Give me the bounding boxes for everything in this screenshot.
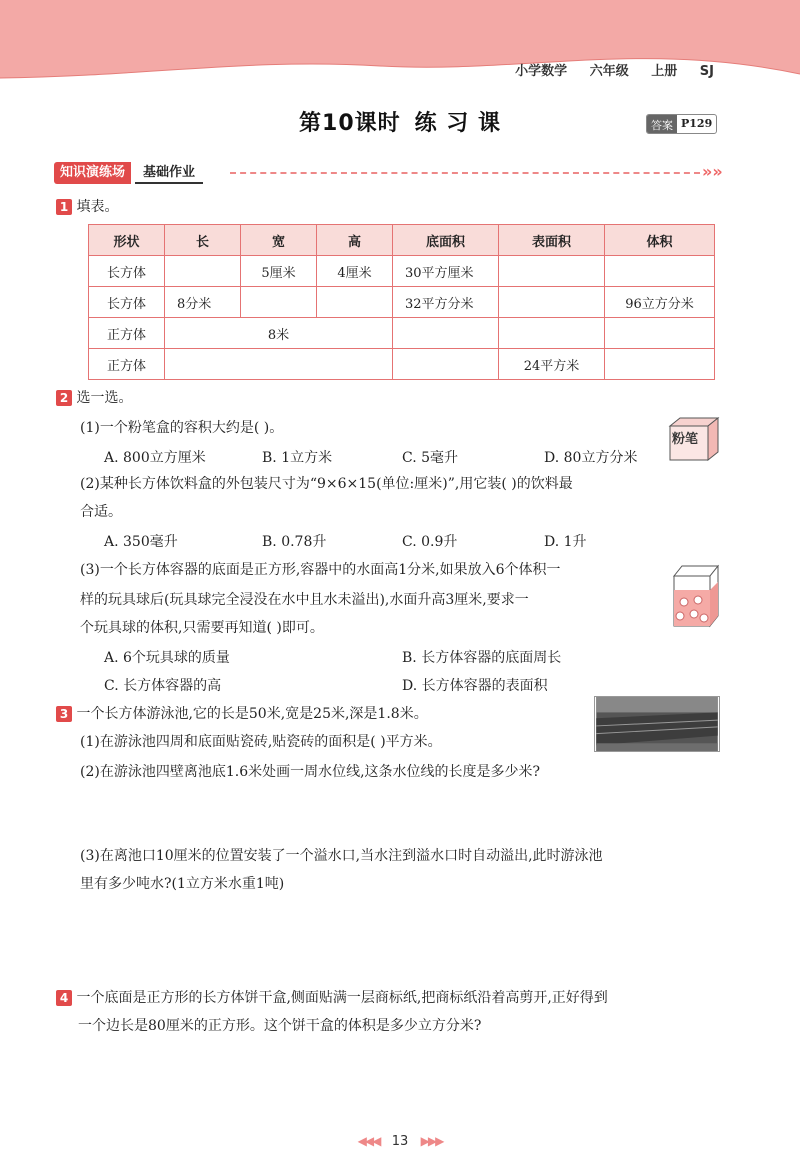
q2-part2-line1: (2)某种长方体饮料盒的外包装尺寸为“9×6×15(单位:厘米)”,用它装( )的饮料最	[80, 476, 573, 492]
table-cell: 96立方分米	[605, 287, 715, 318]
water-container-illustration	[668, 556, 722, 630]
table-cell[interactable]	[393, 349, 499, 380]
table-header: 底面积	[393, 225, 499, 256]
q2-p3-option-a[interactable]: A. 6个玩具球的质量	[104, 650, 230, 666]
q2-stem: 选一选。	[76, 390, 133, 406]
q2-part3-line2: 样的玩具球后(玩具球完全浸没在水中且水未溢出),水面升高3厘米,要求一	[80, 592, 529, 608]
answer-page: P129	[681, 117, 713, 130]
page-number: 13	[391, 1134, 409, 1149]
term-label: 上册	[651, 64, 678, 79]
q2-p2-option-a[interactable]: A. 350毫升	[104, 534, 178, 550]
table-cell[interactable]	[605, 256, 715, 287]
table-cell: 正方体	[89, 349, 165, 380]
next-arrows-icon: ▶▶▶	[420, 1134, 443, 1148]
table-cell: 4厘米	[317, 256, 393, 287]
section-divider	[230, 172, 700, 174]
q1-number: 1	[56, 199, 72, 215]
answer-reference	[646, 114, 717, 134]
q4-number: 4	[56, 990, 72, 1006]
q2-p1-option-c[interactable]: C. 5毫升	[402, 450, 459, 466]
table-row	[89, 287, 715, 318]
table-cell: 长方体	[89, 256, 165, 287]
table-header: 体积	[605, 225, 715, 256]
fill-table	[88, 224, 715, 380]
q2-part3-line1: (3)一个长方体容器的底面是正方形,容器中的水面高1分米,如果放入6个体积一	[80, 562, 561, 578]
section-arrow-icon: »»	[702, 162, 723, 181]
section-ribbon	[54, 162, 203, 184]
q2-part1: (1)一个粉笔盒的容积大约是( )。	[80, 420, 284, 436]
table-cell[interactable]	[393, 318, 499, 349]
answer-label: 答案	[647, 115, 677, 133]
q4-line1	[56, 988, 608, 1008]
section-subtitle: 基础作业	[135, 162, 203, 184]
table-cell[interactable]	[499, 256, 605, 287]
q3-part1: (1)在游泳池四周和底面贴瓷砖,贴瓷砖的面积是( )平方米。	[80, 734, 442, 750]
q2-p2-option-b[interactable]: B. 0.78升	[262, 534, 327, 550]
lesson-name: 练 习 课	[414, 111, 501, 136]
edition-label: SJ	[699, 64, 714, 79]
table-cell[interactable]	[317, 287, 393, 318]
prev-arrows-icon: ◀◀◀	[357, 1134, 380, 1148]
table-cell: 5厘米	[241, 256, 317, 287]
q2-p2-option-c[interactable]: C. 0.9升	[402, 534, 458, 550]
table-cell: 24平方米	[499, 349, 605, 380]
q2-p1-option-b[interactable]: B. 1立方米	[262, 450, 333, 466]
q2-number: 2	[56, 390, 72, 406]
table-cell: 8分米	[165, 287, 241, 318]
page-footer	[0, 1134, 800, 1149]
q3-stem: 一个长方体游泳池,它的长是50米,宽是25米,深是1.8米。	[76, 706, 428, 722]
q3-part3-line2: 里有多少吨水?(1立方米水重1吨)	[80, 876, 285, 892]
q2-p1-option-d[interactable]: D. 80立方分米	[544, 450, 638, 466]
q3-part2: (2)在游泳池四壁离池底1.6米处画一周水位线,这条水位线的长度是多少米?	[80, 764, 541, 780]
table-header: 长	[165, 225, 241, 256]
chalk-box-label: 粉笔	[672, 432, 699, 447]
table-row	[89, 318, 715, 349]
header-meta	[503, 60, 714, 79]
table-cell: 长方体	[89, 287, 165, 318]
q3-part3-line1: (3)在离池口10厘米的位置安装了一个溢水口,当水注到溢水口时自动溢出,此时游泳池	[80, 848, 603, 864]
subject-label: 小学数学	[515, 64, 568, 79]
grade-label: 六年级	[589, 64, 629, 79]
table-header: 高	[317, 225, 393, 256]
q3-number: 3	[56, 706, 72, 722]
table-cell: 正方体	[89, 318, 165, 349]
table-row	[89, 349, 715, 380]
table-cell[interactable]	[605, 349, 715, 380]
q2-p3-option-b[interactable]: B. 长方体容器的底面周长	[402, 650, 562, 666]
table-header: 形状	[89, 225, 165, 256]
table-cell[interactable]	[241, 287, 317, 318]
table-row	[89, 256, 715, 287]
q2-p1-option-a[interactable]: A. 800立方厘米	[104, 450, 206, 466]
table-cell[interactable]	[165, 256, 241, 287]
q2-p3-option-d[interactable]: D. 长方体容器的表面积	[402, 678, 548, 694]
section-tag: 知识演练场	[54, 162, 131, 184]
q3-heading	[56, 704, 428, 724]
swimming-pool-photo	[594, 696, 720, 752]
table-header: 宽	[241, 225, 317, 256]
table-cell[interactable]	[605, 318, 715, 349]
lesson-number: 第10课时	[299, 111, 401, 136]
table-cell: 8米	[165, 318, 393, 349]
q1-heading	[56, 197, 118, 217]
table-cell[interactable]	[499, 287, 605, 318]
table-cell: 30平方厘米	[393, 256, 499, 287]
q4-line2: 一个边长是80厘米的正方形。这个饼干盒的体积是多少立方分米?	[78, 1018, 482, 1034]
q2-part3-line3: 个玩具球的体积,只需要再知道( )即可。	[80, 620, 324, 636]
q4-text-a: 一个底面是正方形的长方体饼干盒,侧面贴满一层商标纸,把商标纸沿着高剪开,正好得到	[76, 990, 608, 1006]
table-cell[interactable]	[499, 318, 605, 349]
q2-heading	[56, 388, 132, 408]
table-cell[interactable]	[165, 349, 393, 380]
table-header: 表面积	[499, 225, 605, 256]
q2-part2-line2: 合适。	[80, 504, 122, 520]
table-header-row	[89, 225, 715, 256]
q2-p3-option-c[interactable]: C. 长方体容器的高	[104, 678, 222, 694]
q2-p2-option-d[interactable]: D. 1升	[544, 534, 587, 550]
q1-stem: 填表。	[76, 199, 119, 215]
table-cell: 32平方分米	[393, 287, 499, 318]
